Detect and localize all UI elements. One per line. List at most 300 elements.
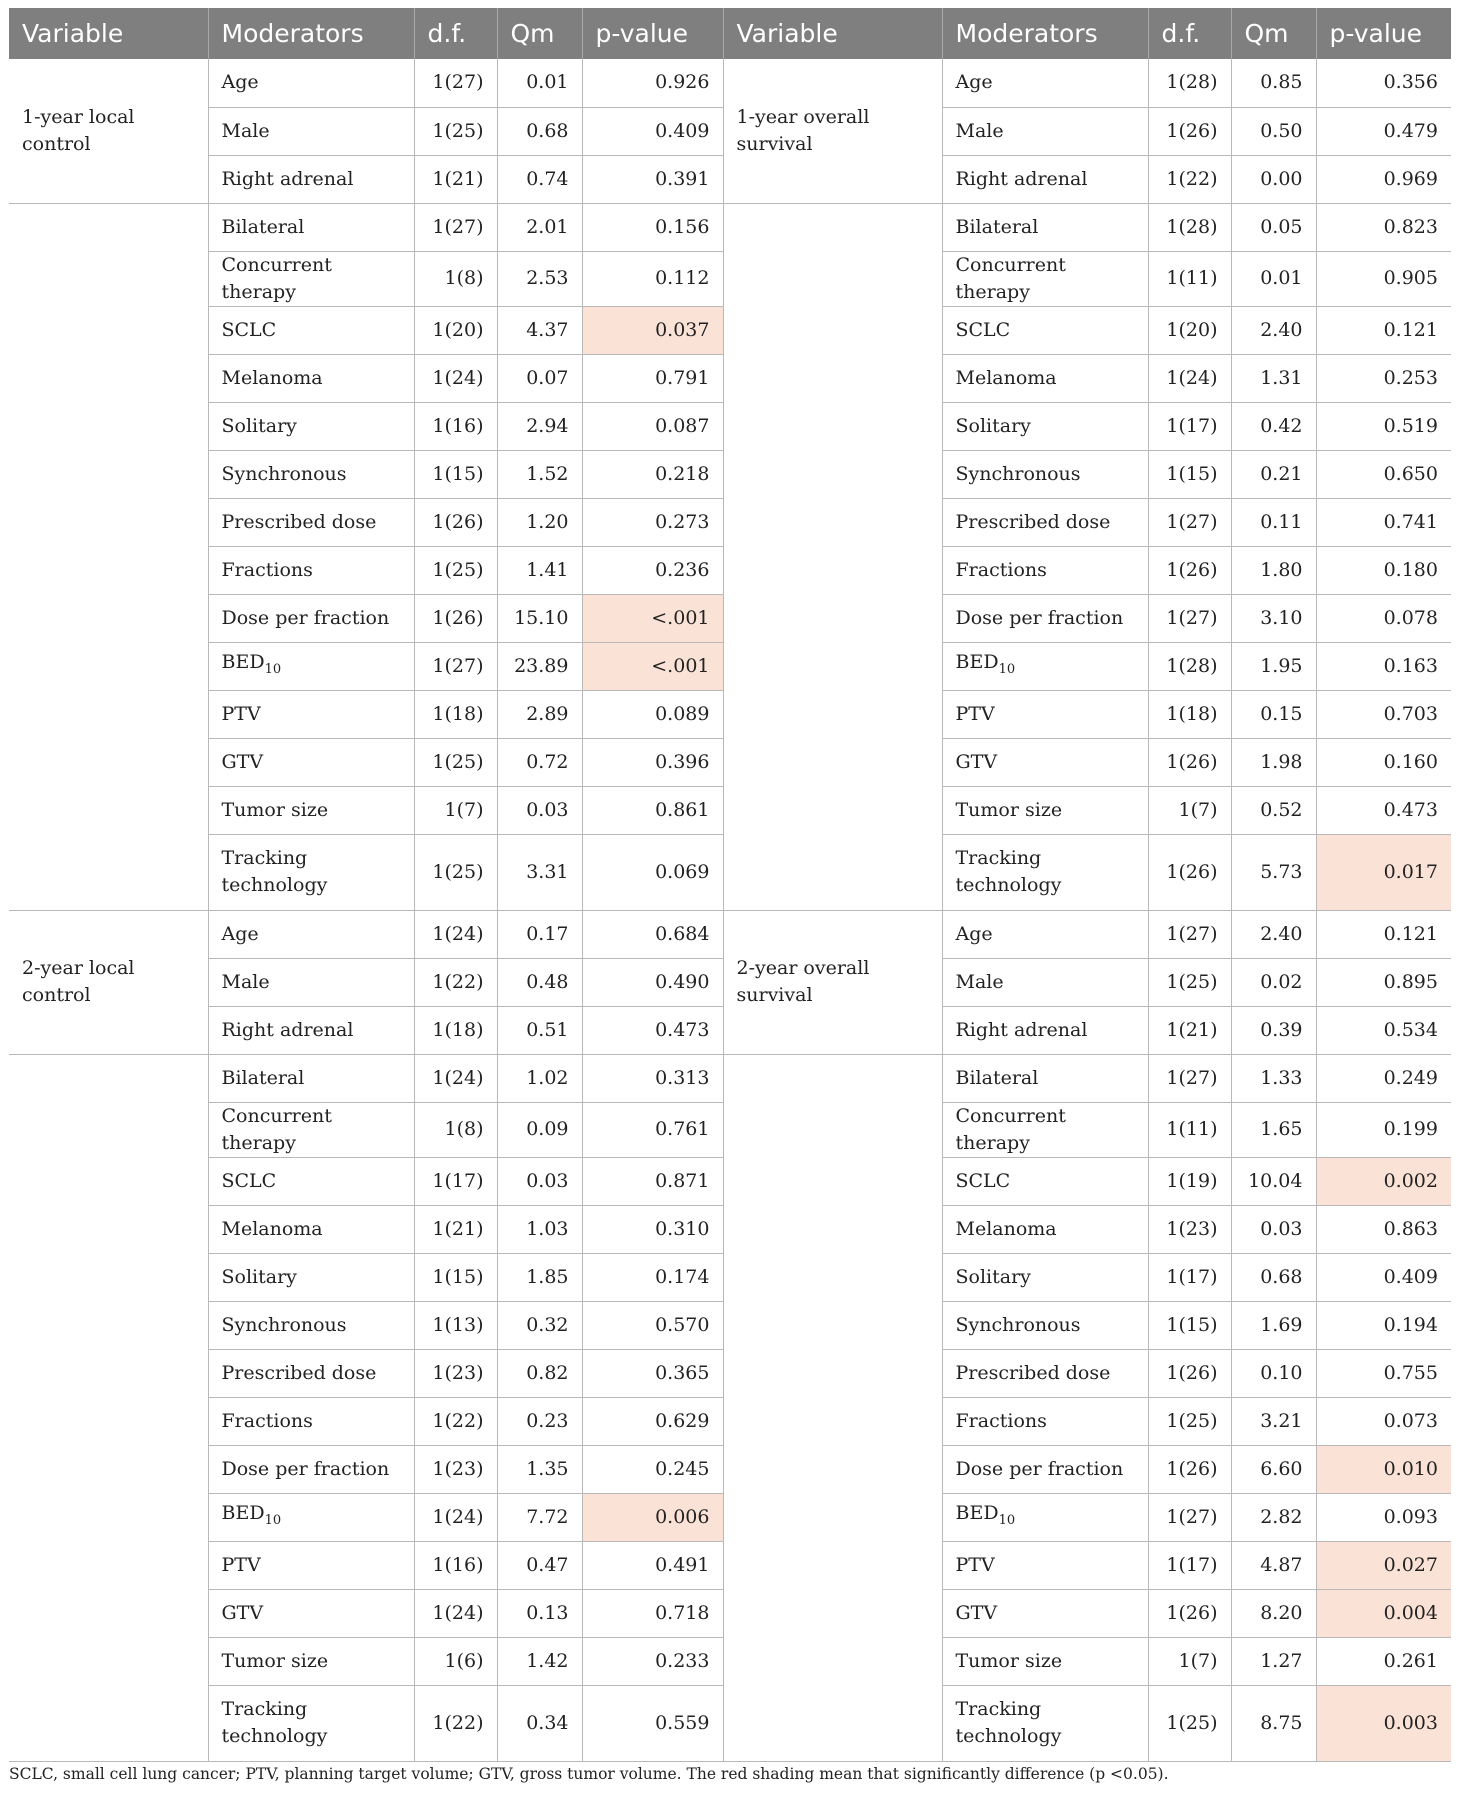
qm-cell: 1.80 [1231,546,1316,594]
moderator-cell: Fractions [208,1397,414,1445]
df-cell: 1(26) [1148,738,1231,786]
p-value-cell: 0.905 [1316,251,1451,306]
qm-cell: 2.40 [1231,306,1316,354]
qm-cell: 1.42 [497,1637,582,1685]
df-cell: 1(26) [1148,1445,1231,1493]
moderator-cell: Concurrent therapy [208,1102,414,1157]
p-value-cell: 0.163 [1316,642,1451,690]
moderator-cell [942,1493,1148,1541]
p-value-cell: 0.791 [582,354,723,402]
qm-cell: 0.03 [1231,1205,1316,1253]
column-header: Moderators [942,8,1148,59]
p-value-cell: 0.003 [1316,1685,1451,1761]
p-value-cell: 0.093 [1316,1493,1451,1541]
df-cell: 1(11) [1148,251,1231,306]
moderator-cell: Melanoma [208,1205,414,1253]
qm-cell: 0.07 [497,354,582,402]
qm-cell: 0.85 [1231,59,1316,107]
df-cell: 1(24) [414,354,497,402]
moderator-cell: Tracking technology [208,1685,414,1761]
moderator-cell: Solitary [942,402,1148,450]
table-row [9,203,1451,251]
moderator-label: BED [221,1502,265,1525]
p-value-cell: 0.089 [582,690,723,738]
qm-cell: 1.31 [1231,354,1316,402]
p-value-cell: 0.391 [582,155,723,203]
moderator-cell: Melanoma [942,354,1148,402]
df-cell: 1(15) [414,450,497,498]
moderator-cell: Synchronous [208,450,414,498]
qm-cell: 0.13 [497,1589,582,1637]
p-value-cell: 0.087 [582,402,723,450]
p-value-cell: 0.073 [1316,1397,1451,1445]
moderator-cell: GTV [942,738,1148,786]
qm-cell: 6.60 [1231,1445,1316,1493]
p-value-cell: 0.156 [582,203,723,251]
moderator-cell: Solitary [208,1253,414,1301]
p-value-cell: 0.473 [1316,786,1451,834]
df-cell: 1(16) [414,1541,497,1589]
moderator-cell: Bilateral [208,1054,414,1102]
qm-cell: 0.23 [497,1397,582,1445]
moderator-cell: SCLC [208,1157,414,1205]
df-cell: 1(28) [1148,203,1231,251]
p-value-cell: 0.002 [1316,1157,1451,1205]
moderator-cell: Prescribed dose [942,498,1148,546]
moderator-cell: Right adrenal [208,1006,414,1054]
df-cell: 1(7) [1148,1637,1231,1685]
table-row [9,910,1451,958]
qm-cell: 1.65 [1231,1102,1316,1157]
qm-cell: 0.00 [1231,155,1316,203]
p-value-cell: 0.069 [582,834,723,910]
moderator-label: BED [221,651,265,674]
qm-cell: 1.52 [497,450,582,498]
df-cell: 1(24) [414,1054,497,1102]
moderator-cell: SCLC [208,306,414,354]
qm-cell: 0.34 [497,1685,582,1761]
qm-cell: 2.89 [497,690,582,738]
p-value-cell: 0.895 [1316,958,1451,1006]
moderator-analysis-table [9,8,1451,1762]
variable-cell-left [9,1054,208,1761]
qm-cell: 0.68 [1231,1253,1316,1301]
qm-cell: 10.04 [1231,1157,1316,1205]
qm-cell: 8.75 [1231,1685,1316,1761]
df-cell: 1(22) [414,1397,497,1445]
qm-cell: 0.01 [497,59,582,107]
p-value-cell: 0.863 [1316,1205,1451,1253]
moderator-cell: SCLC [942,1157,1148,1205]
column-header: Variable [723,8,942,59]
moderator-subscript: 10 [998,661,1016,677]
table-row [9,59,1451,107]
qm-cell: 0.42 [1231,402,1316,450]
moderator-cell: Tracking technology [208,834,414,910]
p-value-cell: 0.559 [582,1685,723,1761]
df-cell: 1(25) [1148,1397,1231,1445]
qm-cell: 2.94 [497,402,582,450]
moderator-cell: Male [208,958,414,1006]
df-cell: 1(27) [1148,498,1231,546]
qm-cell: 1.33 [1231,1054,1316,1102]
df-cell: 1(26) [1148,107,1231,155]
df-cell: 1(18) [1148,690,1231,738]
p-value-cell: 0.174 [582,1253,723,1301]
moderator-cell: Age [208,910,414,958]
qm-cell: 0.03 [497,1157,582,1205]
variable-cell-left: 1-year local control [9,59,208,203]
variable-cell-left: 2-year local control [9,910,208,1054]
moderator-cell: Tracking technology [942,1685,1148,1761]
p-value-cell: 0.926 [582,59,723,107]
p-value-cell: 0.121 [1316,910,1451,958]
p-value-cell: 0.004 [1316,1589,1451,1637]
df-cell: 1(6) [414,1637,497,1685]
qm-cell: 0.17 [497,910,582,958]
df-cell: 1(27) [1148,594,1231,642]
df-cell: 1(25) [414,107,497,155]
moderator-subscript: 10 [998,1512,1016,1528]
p-value-cell: 0.236 [582,546,723,594]
df-cell: 1(7) [1148,786,1231,834]
qm-cell: 2.82 [1231,1493,1316,1541]
qm-cell: 1.98 [1231,738,1316,786]
df-cell: 1(18) [414,690,497,738]
df-cell: 1(15) [1148,450,1231,498]
moderator-cell: Melanoma [942,1205,1148,1253]
moderator-cell [208,1493,414,1541]
p-value-cell: 0.010 [1316,1445,1451,1493]
variable-cell-right [723,203,942,910]
df-cell: 1(13) [414,1301,497,1349]
qm-cell: 2.40 [1231,910,1316,958]
moderator-cell: Dose per fraction [208,594,414,642]
qm-cell: 3.10 [1231,594,1316,642]
p-value-cell: 0.490 [582,958,723,1006]
p-value-cell: 0.121 [1316,306,1451,354]
qm-cell: 3.21 [1231,1397,1316,1445]
p-value-cell: 0.037 [582,306,723,354]
p-value-cell: 0.755 [1316,1349,1451,1397]
p-value-cell: 0.396 [582,738,723,786]
column-header: Qm [497,8,582,59]
qm-cell: 5.73 [1231,834,1316,910]
moderator-cell: Concurrent therapy [942,251,1148,306]
df-cell: 1(22) [414,1685,497,1761]
df-cell: 1(24) [414,1589,497,1637]
qm-cell: 23.89 [497,642,582,690]
df-cell: 1(11) [1148,1102,1231,1157]
moderator-cell: Bilateral [208,203,414,251]
p-value-cell: 0.823 [1316,203,1451,251]
header-row [9,8,1451,59]
df-cell: 1(22) [414,958,497,1006]
moderator-cell: Melanoma [208,354,414,402]
qm-cell: 0.72 [497,738,582,786]
df-cell: 1(8) [414,251,497,306]
moderator-cell: Right adrenal [942,1006,1148,1054]
variable-cell-right: 1-year overall survival [723,59,942,203]
qm-cell: 1.03 [497,1205,582,1253]
moderator-label: BED [955,1502,999,1525]
p-value-cell: 0.534 [1316,1006,1451,1054]
p-value-cell: 0.249 [1316,1054,1451,1102]
qm-cell: 0.47 [497,1541,582,1589]
df-cell: 1(16) [414,402,497,450]
df-cell: 1(26) [1148,1589,1231,1637]
moderator-cell: GTV [208,738,414,786]
df-cell: 1(24) [414,910,497,958]
moderator-cell [208,642,414,690]
column-header: d.f. [1148,8,1231,59]
df-cell: 1(25) [1148,958,1231,1006]
variable-cell-left [9,203,208,910]
p-value-cell: 0.491 [582,1541,723,1589]
p-value-cell: 0.180 [1316,546,1451,594]
moderator-cell: Dose per fraction [208,1445,414,1493]
moderator-cell: Age [942,910,1148,958]
moderator-cell: Dose per fraction [942,594,1148,642]
qm-cell: 2.01 [497,203,582,251]
df-cell: 1(26) [1148,834,1231,910]
df-cell: 1(26) [1148,1349,1231,1397]
p-value-cell: 0.861 [582,786,723,834]
qm-cell: 0.05 [1231,203,1316,251]
p-value-cell: 0.194 [1316,1301,1451,1349]
p-value-cell: <.001 [582,594,723,642]
moderator-cell: Male [942,107,1148,155]
p-value-cell: 0.741 [1316,498,1451,546]
qm-cell: 0.03 [497,786,582,834]
qm-cell: 0.11 [1231,498,1316,546]
moderator-cell: Tracking technology [942,834,1148,910]
df-cell: 1(21) [1148,1006,1231,1054]
df-cell: 1(26) [1148,546,1231,594]
qm-cell: 8.20 [1231,1589,1316,1637]
qm-cell: 0.02 [1231,958,1316,1006]
qm-cell: 3.31 [497,834,582,910]
column-header: Variable [9,8,208,59]
moderator-cell: Fractions [942,546,1148,594]
p-value-cell: 0.273 [582,498,723,546]
qm-cell: 0.39 [1231,1006,1316,1054]
p-value-cell: 0.233 [582,1637,723,1685]
variable-cell-right: 2-year overall survival [723,910,942,1054]
moderator-cell: Concurrent therapy [942,1102,1148,1157]
df-cell: 1(23) [414,1445,497,1493]
moderator-cell: Synchronous [942,1301,1148,1349]
moderator-cell: Bilateral [942,1054,1148,1102]
p-value-cell: 0.112 [582,251,723,306]
df-cell: 1(17) [414,1157,497,1205]
p-value-cell: 0.310 [582,1205,723,1253]
p-value-cell: 0.519 [1316,402,1451,450]
df-cell: 1(26) [414,594,497,642]
moderator-cell [942,642,1148,690]
p-value-cell: 0.218 [582,450,723,498]
qm-cell: 1.85 [497,1253,582,1301]
p-value-cell: 0.871 [582,1157,723,1205]
p-value-cell: 0.245 [582,1445,723,1493]
table-footnote: SCLC, small cell lung cancer; PTV, planning target volume; GTV, gross tumor volume. The red shading mean that significantly difference (p <0.05). [9,1765,1169,1783]
p-value-cell: 0.365 [582,1349,723,1397]
df-cell: 1(27) [414,59,497,107]
qm-cell: 0.82 [497,1349,582,1397]
moderator-cell: SCLC [942,306,1148,354]
variable-cell-right [723,1054,942,1761]
moderator-cell: GTV [208,1589,414,1637]
moderator-cell: Male [208,107,414,155]
p-value-cell: 0.199 [1316,1102,1451,1157]
moderator-cell: PTV [208,1541,414,1589]
qm-cell: 1.69 [1231,1301,1316,1349]
p-value-cell: 0.409 [582,107,723,155]
df-cell: 1(26) [414,498,497,546]
df-cell: 1(20) [414,306,497,354]
qm-cell: 0.68 [497,107,582,155]
p-value-cell: 0.479 [1316,107,1451,155]
column-header: Moderators [208,8,414,59]
moderator-cell: Prescribed dose [208,498,414,546]
df-cell: 1(27) [1148,1054,1231,1102]
qm-cell: 4.87 [1231,1541,1316,1589]
qm-cell: 15.10 [497,594,582,642]
column-header: p-value [1316,8,1451,59]
df-cell: 1(25) [1148,1685,1231,1761]
moderator-cell: Prescribed dose [942,1349,1148,1397]
qm-cell: 1.35 [497,1445,582,1493]
p-value-cell: 0.253 [1316,354,1451,402]
qm-cell: 4.37 [497,306,582,354]
table-header [9,8,1451,59]
moderator-subscript: 10 [264,1512,282,1528]
qm-cell: 1.95 [1231,642,1316,690]
p-value-cell: 0.570 [582,1301,723,1349]
df-cell: 1(27) [414,642,497,690]
df-cell: 1(17) [1148,402,1231,450]
moderator-cell: Synchronous [208,1301,414,1349]
df-cell: 1(25) [414,546,497,594]
df-cell: 1(27) [1148,1493,1231,1541]
table-body [9,59,1451,1761]
moderator-cell: Dose per fraction [942,1445,1148,1493]
qm-cell: 1.20 [497,498,582,546]
moderator-cell: GTV [942,1589,1148,1637]
qm-cell: 0.51 [497,1006,582,1054]
moderator-label: BED [955,651,999,674]
df-cell: 1(23) [414,1349,497,1397]
df-cell: 1(21) [414,155,497,203]
p-value-cell: 0.629 [582,1397,723,1445]
qm-cell: 0.01 [1231,251,1316,306]
p-value-cell: 0.356 [1316,59,1451,107]
df-cell: 1(17) [1148,1253,1231,1301]
qm-cell: 1.02 [497,1054,582,1102]
p-value-cell: 0.684 [582,910,723,958]
df-cell: 1(28) [1148,59,1231,107]
moderator-subscript: 10 [264,661,282,677]
p-value-cell: 0.027 [1316,1541,1451,1589]
moderator-cell: Synchronous [942,450,1148,498]
qm-cell: 0.15 [1231,690,1316,738]
moderator-cell: PTV [208,690,414,738]
df-cell: 1(24) [414,1493,497,1541]
p-value-cell: 0.969 [1316,155,1451,203]
p-value-cell: 0.261 [1316,1637,1451,1685]
qm-cell: 0.32 [497,1301,582,1349]
df-cell: 1(18) [414,1006,497,1054]
moderator-cell: PTV [942,1541,1148,1589]
qm-cell: 7.72 [497,1493,582,1541]
df-cell: 1(21) [414,1205,497,1253]
moderator-cell: Tumor size [208,786,414,834]
qm-cell: 1.41 [497,546,582,594]
df-cell: 1(15) [414,1253,497,1301]
moderator-cell: Tumor size [942,786,1148,834]
moderator-cell: Right adrenal [942,155,1148,203]
df-cell: 1(15) [1148,1301,1231,1349]
p-value-cell: 0.313 [582,1054,723,1102]
qm-cell: 0.21 [1231,450,1316,498]
p-value-cell: 0.160 [1316,738,1451,786]
df-cell: 1(19) [1148,1157,1231,1205]
df-cell: 1(25) [414,738,497,786]
moderator-cell: Right adrenal [208,155,414,203]
moderator-cell: Age [942,59,1148,107]
column-header: Qm [1231,8,1316,59]
df-cell: 1(23) [1148,1205,1231,1253]
moderator-cell: Fractions [208,546,414,594]
df-cell: 1(24) [1148,354,1231,402]
qm-cell: 0.52 [1231,786,1316,834]
moderator-cell: Fractions [942,1397,1148,1445]
p-value-cell: 0.006 [582,1493,723,1541]
moderator-cell: Bilateral [942,203,1148,251]
p-value-cell: 0.761 [582,1102,723,1157]
column-header: d.f. [414,8,497,59]
df-cell: 1(27) [1148,910,1231,958]
p-value-cell: 0.473 [582,1006,723,1054]
p-value-cell: 0.409 [1316,1253,1451,1301]
moderator-cell: Concurrent therapy [208,251,414,306]
moderator-cell: Prescribed dose [208,1349,414,1397]
table-row [9,1054,1451,1102]
p-value-cell: 0.078 [1316,594,1451,642]
df-cell: 1(17) [1148,1541,1231,1589]
moderator-cell: PTV [942,690,1148,738]
moderator-cell: Solitary [208,402,414,450]
qm-cell: 2.53 [497,251,582,306]
df-cell: 1(22) [1148,155,1231,203]
moderator-cell: Tumor size [208,1637,414,1685]
qm-cell: 0.48 [497,958,582,1006]
table-container [9,8,1451,1762]
df-cell: 1(7) [414,786,497,834]
df-cell: 1(8) [414,1102,497,1157]
column-header: p-value [582,8,723,59]
p-value-cell: 0.650 [1316,450,1451,498]
moderator-cell: Male [942,958,1148,1006]
df-cell: 1(20) [1148,306,1231,354]
moderator-cell: Tumor size [942,1637,1148,1685]
df-cell: 1(28) [1148,642,1231,690]
qm-cell: 0.09 [497,1102,582,1157]
df-cell: 1(25) [414,834,497,910]
moderator-cell: Age [208,59,414,107]
p-value-cell: 0.718 [582,1589,723,1637]
p-value-cell: 0.017 [1316,834,1451,910]
